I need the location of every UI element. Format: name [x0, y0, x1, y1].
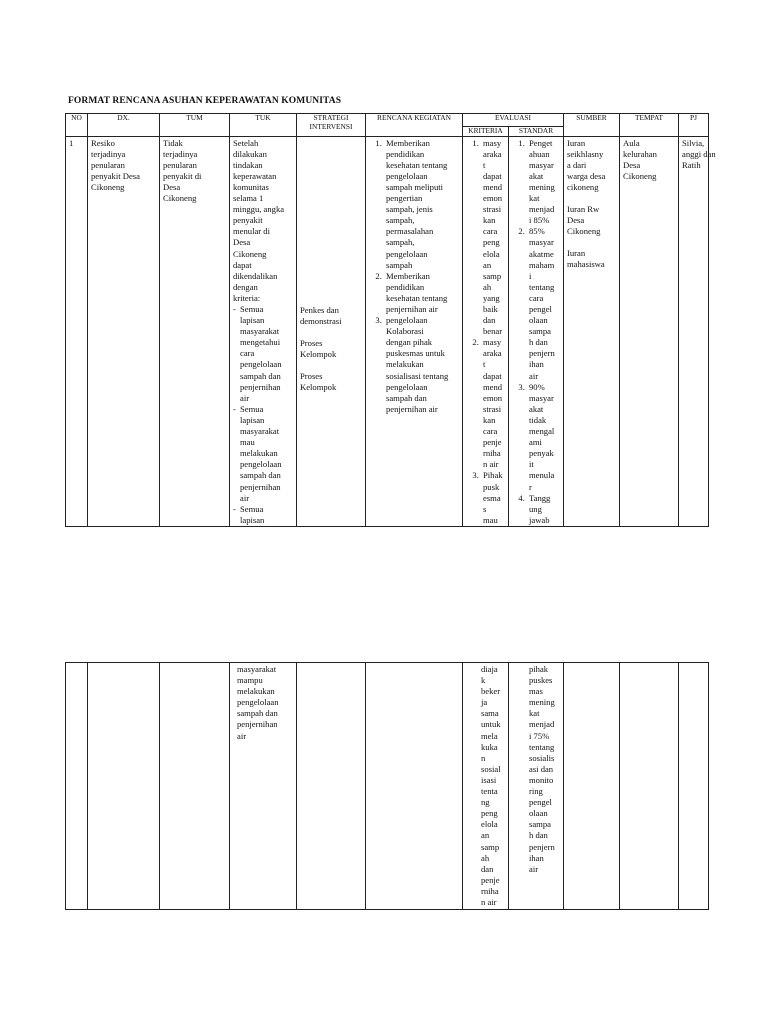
text-line: emon	[483, 392, 503, 403]
text-line: permasalahan	[386, 226, 434, 237]
text-line: masyar	[529, 237, 554, 248]
text-line: Setelah	[233, 137, 259, 148]
cell-dx	[88, 136, 160, 526]
text-line: penjernihan	[240, 381, 281, 392]
text-line: ahuan	[529, 148, 550, 159]
text-line: Iuran Rw	[567, 204, 600, 215]
text-line: Kelompok	[300, 348, 337, 359]
text-line: sosialisasi tentang	[386, 370, 449, 381]
text-line: masyar	[529, 392, 554, 403]
text-line: cikoneng	[567, 181, 599, 192]
text-line: samp	[483, 270, 502, 281]
text-line: Ratih	[682, 159, 701, 170]
text-line: lapisan	[240, 315, 265, 326]
text-line: puskes	[529, 675, 553, 686]
cell-strategi	[297, 663, 366, 910]
text-line: masyarakat	[240, 326, 280, 337]
text-line: Semua	[240, 403, 264, 414]
cell-no: 1	[66, 136, 88, 526]
text-line: penularan	[163, 159, 197, 170]
text-line: mau	[483, 514, 498, 525]
text-line: cara	[483, 226, 498, 237]
care-plan-table-continued	[65, 662, 709, 910]
text-line: dengan	[233, 281, 258, 292]
text-line: akatme	[529, 248, 554, 259]
text-line: masyarakat	[240, 426, 280, 437]
text-line: cara	[483, 426, 498, 437]
cell-dx	[88, 663, 160, 910]
cell-tempat	[620, 663, 679, 910]
cell-no	[66, 663, 88, 910]
cell-kriteria	[463, 663, 509, 910]
text-line: air	[240, 392, 250, 403]
text-line: monito	[529, 774, 554, 785]
text-line: cara	[240, 348, 255, 359]
cell-pj	[679, 136, 716, 526]
text-line: n air	[483, 459, 499, 470]
text-line: melakukan	[237, 686, 275, 697]
text-line: r	[529, 481, 532, 492]
text-line: sampah, jenis	[386, 204, 433, 215]
text-line: lapisan	[240, 414, 265, 425]
text-line: penyakit Desa	[91, 170, 140, 181]
text-line: sampah dan	[386, 392, 427, 403]
text-line: komunitas	[233, 181, 269, 192]
text-line: k	[481, 675, 486, 686]
text-line: dan	[481, 863, 494, 874]
list-item	[384, 315, 459, 415]
text-line: ja	[481, 697, 488, 708]
cell-pj	[679, 663, 709, 910]
text-line: ihan	[529, 359, 544, 370]
text-line: sampah dan	[240, 470, 281, 481]
text-line: sampah dan	[237, 708, 278, 719]
text-line: elola	[481, 819, 498, 830]
text-line: isasi	[481, 774, 497, 785]
text-line: mengetahui	[240, 337, 281, 348]
text-line: 3. 90%	[529, 381, 545, 392]
list-item	[481, 470, 508, 525]
cell-tum	[160, 136, 230, 526]
text-line: yang	[483, 292, 500, 303]
text-line: penjern	[529, 841, 555, 852]
header-rencana: RENCANA KEGIATAN	[366, 114, 463, 137]
cell-rencana	[366, 136, 463, 526]
list-item	[527, 226, 563, 381]
text-line: cara	[529, 292, 544, 303]
text-line: sampah,	[386, 215, 415, 226]
text-line: Cikoneng	[91, 181, 125, 192]
text-line: strasi	[483, 204, 502, 215]
text-line: a dari	[567, 159, 587, 170]
text-line: pengel	[529, 797, 552, 808]
text-line: lapisan	[240, 514, 265, 525]
text-line: jawab	[529, 514, 550, 525]
text-line: kat	[529, 708, 540, 719]
text-line: penjernihan	[237, 719, 278, 730]
text-line: kesehatan tentang	[386, 159, 448, 170]
text-line: anggi dan	[682, 148, 716, 159]
care-plan-table	[65, 113, 716, 527]
text-line: rniha	[481, 885, 499, 896]
list-item	[384, 138, 459, 271]
text-line: akat	[529, 403, 544, 414]
text-line: dapat	[483, 370, 502, 381]
text-line: mengal	[529, 426, 555, 437]
text-line: tidak	[529, 414, 547, 425]
text-line: diaja	[481, 664, 498, 674]
text-line: t	[483, 159, 486, 170]
text-line: masyar	[529, 159, 554, 170]
table-row	[66, 136, 709, 526]
text-line: sampah	[386, 259, 413, 270]
text-line: sampah,	[386, 237, 415, 248]
text-line: an	[483, 259, 492, 270]
text-line: akat	[529, 170, 544, 181]
text-line: rniha	[483, 448, 501, 459]
text-line: peng	[481, 808, 498, 819]
header-sumber: SUMBER	[564, 114, 620, 137]
cell-tempat	[620, 136, 679, 526]
text-line: peng	[483, 237, 500, 248]
text-line: mening	[529, 181, 555, 192]
cell-standar	[509, 136, 564, 526]
text-line: sosialis	[529, 752, 555, 763]
text-line: benar	[483, 326, 503, 337]
text-line: n	[481, 752, 486, 763]
text-line: i 85%	[529, 215, 550, 226]
cell-standar	[509, 663, 564, 910]
text-line: strasi	[483, 403, 502, 414]
text-line: dikendalikan	[233, 270, 278, 281]
text-line: warga desa	[567, 170, 606, 181]
text-line: Cikoneng	[163, 193, 197, 204]
text-line: tentang	[529, 281, 555, 292]
text-line: baik	[483, 304, 498, 314]
text-line: 1. masy	[483, 137, 502, 148]
text-line: puskesmas untuk	[386, 348, 445, 359]
text-line: menula	[529, 470, 555, 481]
text-line: Tidak	[163, 137, 183, 148]
text-line: dapat	[483, 170, 502, 181]
text-line: kesehatan tentang	[386, 292, 448, 303]
text-line: Desa	[567, 215, 585, 226]
text-line: pengelolaan	[237, 697, 279, 708]
text-line: pengelolaan	[240, 459, 282, 470]
text-line: menjad	[529, 204, 555, 215]
text-line: h dan	[529, 830, 548, 841]
text-line: tentang	[529, 741, 555, 752]
text-line: penyakit	[233, 215, 263, 226]
text-line: pengelolaan	[386, 170, 428, 181]
text-line: elola	[483, 248, 500, 259]
text-line: untuk	[481, 719, 501, 730]
text-line: air	[529, 863, 539, 874]
text-line: air	[240, 492, 250, 503]
text-line: kuka	[481, 741, 498, 752]
text-line: masyarakat	[237, 664, 277, 674]
text-line: Penkes dan	[300, 304, 339, 315]
text-line: emon	[483, 193, 503, 204]
text-line: beker	[481, 686, 501, 697]
text-line: 1. Penget	[529, 137, 553, 148]
text-line: seikhlasny	[567, 148, 604, 159]
header-standar: STANDAR	[509, 127, 564, 137]
text-line: terjadinya	[163, 148, 198, 159]
text-line: tindakan	[233, 159, 263, 170]
cell-tum	[160, 663, 230, 910]
table-row	[66, 663, 709, 910]
text-line: penularan	[91, 159, 125, 170]
text-line: ah	[483, 281, 492, 292]
text-line: Iuran	[567, 248, 586, 259]
text-line: demonstrasi	[300, 315, 342, 326]
text-line: i	[529, 270, 532, 281]
text-line: araka	[483, 148, 502, 159]
text-line: penyakit di	[163, 170, 202, 181]
text-line: i 75%	[529, 730, 550, 741]
text-line: penjernihan air	[386, 403, 438, 414]
text-line: menular di	[233, 226, 270, 237]
text-line: mahasiswa	[567, 259, 605, 270]
text-line: 3. pengelolaan	[386, 315, 428, 326]
text-line: Semua	[240, 503, 264, 514]
list-item	[527, 493, 563, 526]
text-line: 2. Memberikan	[386, 270, 430, 281]
text-line: 3. Pihak	[483, 470, 503, 481]
text-line: 2. 85%	[529, 226, 545, 237]
text-line: mend	[483, 381, 503, 392]
cell-rencana	[366, 663, 463, 910]
text-line: pengelolaan	[386, 381, 428, 392]
text-line: sampah dan	[240, 370, 281, 381]
text-line: Cikoneng	[567, 226, 601, 237]
text-line: sosial	[481, 763, 501, 774]
header-no: NO	[66, 114, 88, 137]
text-line: sampah meliputi	[386, 181, 444, 192]
text-line: kan	[483, 215, 496, 226]
text-line: pengelolaan	[240, 359, 282, 370]
cell-sumber	[564, 663, 620, 910]
cell-kriteria	[463, 136, 509, 526]
list-item	[481, 337, 508, 470]
text-line: pusk	[483, 481, 500, 492]
text-line: Kelompok	[300, 382, 337, 393]
text-line: pengel	[529, 304, 552, 314]
text-line: penyak	[529, 448, 554, 459]
header-tum: TUM	[160, 114, 230, 137]
text-line: dengan pihak	[386, 337, 433, 348]
text-line: keperawatan	[233, 170, 277, 181]
text-line: mening	[529, 697, 555, 708]
text-line: ung	[529, 503, 542, 514]
cell-tuk	[230, 663, 297, 910]
text-line: mend	[483, 181, 503, 192]
text-line: dapat	[233, 259, 252, 270]
text-line: olaan	[529, 808, 548, 819]
text-line: it	[529, 459, 534, 470]
cell-tuk: Setelah dilakukan tindakan keperawatan komunitas selama 1 minggu, angka penyakit menular di Desa Cikoneng dapat dikendalikan dengan kriteria: - Semua lapisan masyarakat mengetahui cara pengelolaan sampah dan penjernihan air - Semua lapisan masyarakat mau melakukan pengelolaan sampah dan penjernihan air - Semua lapisan	[230, 136, 297, 526]
text-line: ring	[529, 786, 543, 797]
text-line: Aula	[623, 137, 640, 148]
text-line: Semua	[240, 304, 264, 314]
list-item	[527, 382, 563, 493]
list-item	[527, 138, 563, 227]
text-line: pihak	[529, 664, 549, 674]
text-line: Kolaborasi	[386, 326, 424, 337]
text-line: esma	[483, 492, 501, 503]
text-line: mampu	[237, 675, 263, 686]
header-strategi: STRATEGI INTERVENSI	[297, 114, 366, 137]
text-line: 2. masy	[483, 337, 502, 348]
header-pj: PJ	[679, 114, 709, 137]
text-line: minggu, angka	[233, 204, 285, 215]
text-line: melakukan	[240, 448, 278, 459]
text-line: pengelolaan	[386, 248, 428, 259]
header-evaluasi: EVALUASI	[463, 114, 564, 127]
text-line: pendidikan	[386, 148, 425, 159]
header-tuk: TUK	[230, 114, 297, 137]
list-item	[384, 271, 459, 315]
text-line: penje	[481, 874, 500, 885]
text-line: Resiko	[91, 137, 115, 148]
text-line: Cikoneng	[233, 248, 267, 259]
text-line: ami	[529, 437, 542, 448]
text-line: Silvia,	[682, 137, 705, 148]
text-line: penjernihan	[240, 481, 281, 492]
text-line: ng	[481, 797, 490, 808]
text-line: asi dan	[529, 763, 554, 774]
text-line: sama	[481, 708, 499, 719]
text-line: tenta	[481, 786, 498, 797]
text-line: maham	[529, 259, 555, 270]
text-line: ihan	[529, 852, 544, 863]
cell-sumber	[564, 136, 620, 526]
text-line: kelurahan	[623, 148, 657, 159]
text-line: menjad	[529, 719, 555, 730]
text-line: sampa	[529, 326, 551, 337]
text-line: pengertian	[386, 193, 423, 204]
text-line: mela	[481, 730, 498, 741]
text-line: dan	[483, 315, 496, 326]
text-line: kriteria:	[233, 292, 261, 303]
text-line: s	[483, 503, 487, 514]
text-line: air	[529, 370, 539, 381]
text-line: h dan	[529, 337, 548, 348]
list-item	[481, 138, 508, 338]
text-line: olaan	[529, 315, 548, 326]
text-line: Proses	[300, 370, 323, 381]
text-line: mas	[529, 686, 543, 697]
text-line: Proses	[300, 337, 323, 348]
text-line: araka	[483, 348, 502, 359]
text-line: kan	[483, 414, 496, 425]
text-line: penje	[483, 437, 502, 448]
text-line: n air	[481, 896, 497, 907]
text-line: Desa	[163, 181, 181, 192]
document-title: FORMAT RENCANA ASUHAN KEPERAWATAN KOMUNITAS	[68, 96, 342, 106]
text-line: air	[237, 730, 247, 741]
text-line: samp	[481, 841, 500, 852]
text-line: penjernihan air	[386, 304, 438, 314]
header-kriteria: KRITERIA	[463, 127, 509, 137]
text-line: mau	[240, 437, 255, 448]
text-line: an	[481, 830, 490, 841]
text-line: selama 1	[233, 193, 264, 204]
text-line: penjern	[529, 348, 555, 359]
text-line: melakukan	[386, 359, 424, 370]
header-tempat: TEMPAT	[620, 114, 679, 137]
text-line: sampa	[529, 819, 551, 830]
text-line: 4. Tangg	[529, 492, 551, 503]
cell-strategi	[297, 136, 366, 526]
text-line: Desa	[233, 237, 251, 248]
text-line: ah	[481, 852, 490, 863]
text-line: Iuran	[567, 137, 586, 148]
text-line: 1. Memberikan	[386, 137, 430, 148]
text-line: t	[483, 359, 486, 370]
text-line: Cikoneng	[623, 170, 657, 181]
text-line: kat	[529, 193, 540, 204]
text-line: pendidikan	[386, 281, 425, 292]
text-line: terjadinya	[91, 148, 126, 159]
header-dx: DX.	[88, 114, 160, 137]
text-line: Desa	[623, 159, 641, 170]
text-line: dilakukan	[233, 148, 267, 159]
